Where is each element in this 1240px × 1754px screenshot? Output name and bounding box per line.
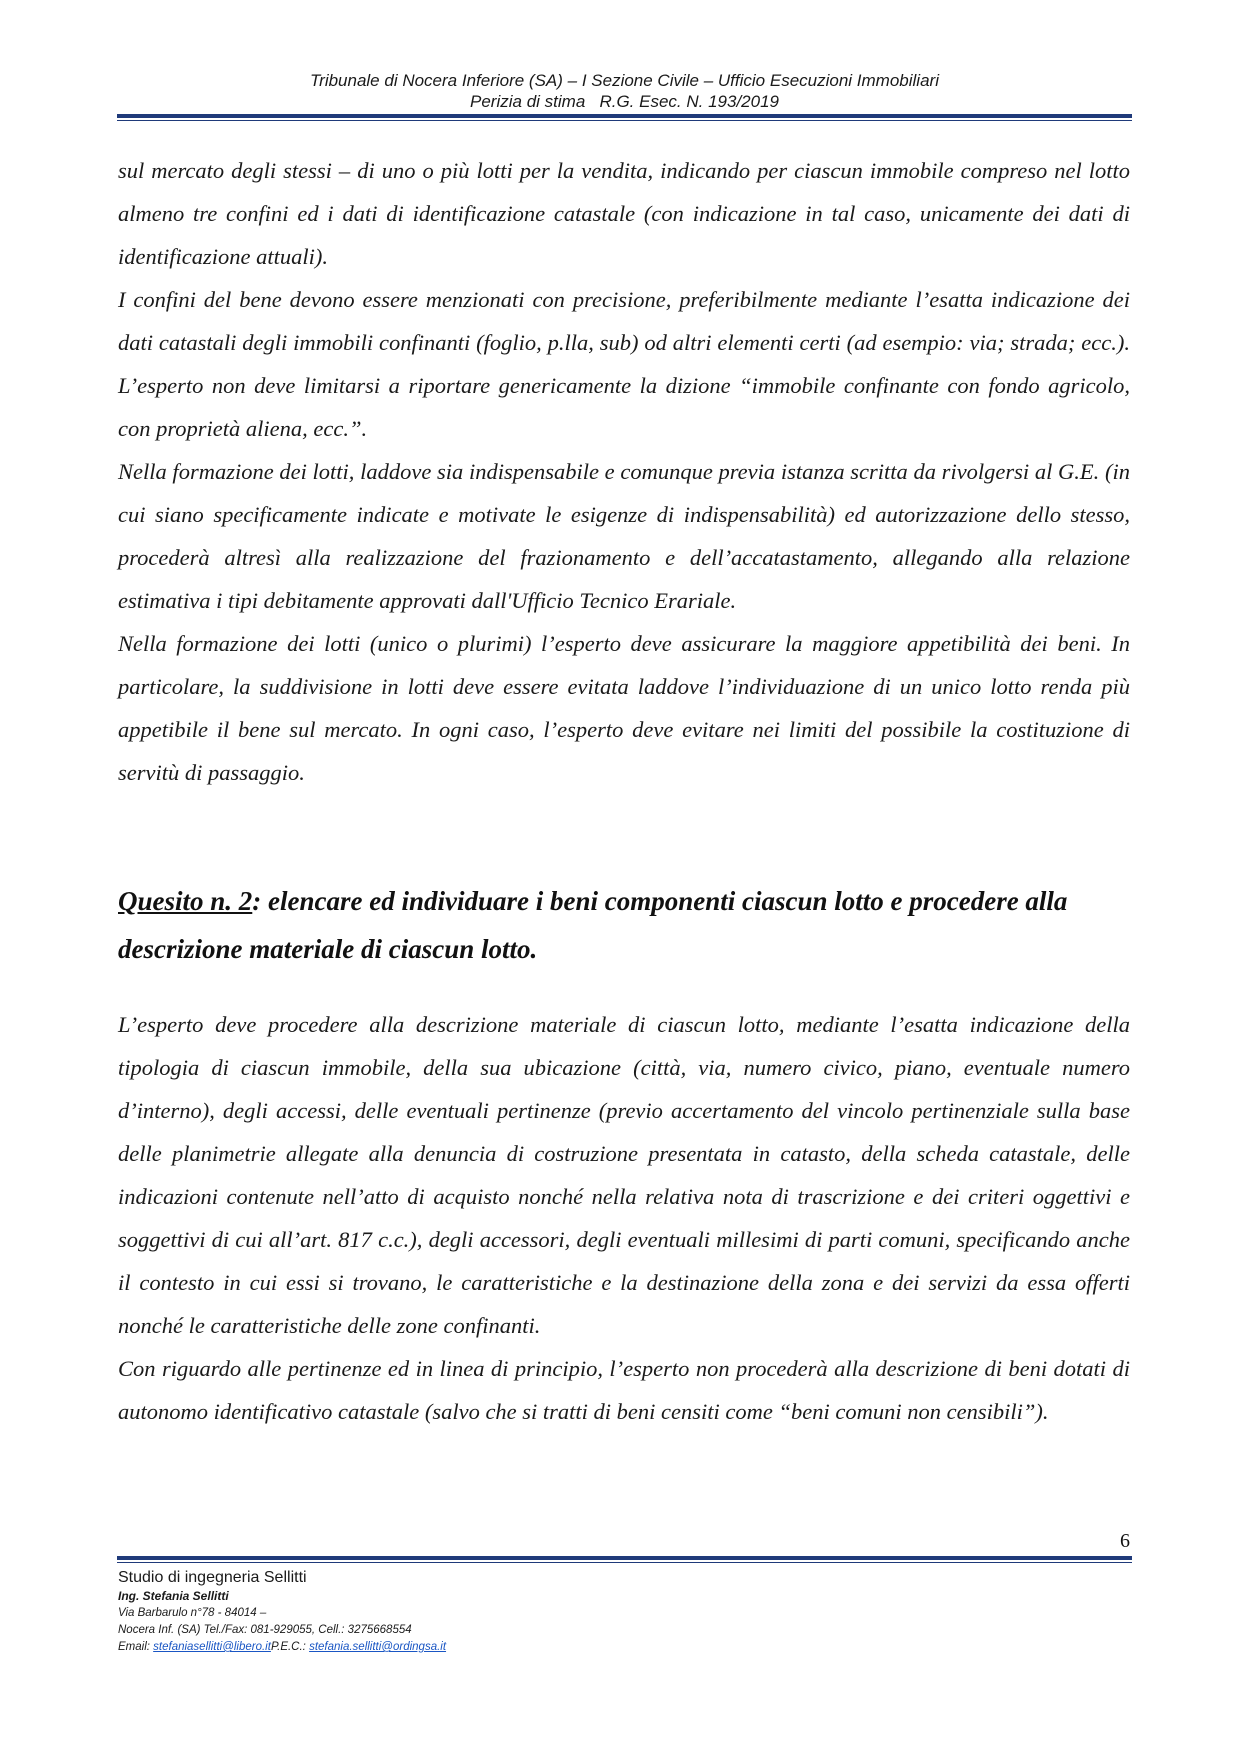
page-number: 6 bbox=[1120, 1530, 1130, 1552]
pec-link[interactable]: stefania.sellitti@ordingsa.it bbox=[309, 1641, 447, 1653]
footer-emails bbox=[118, 1639, 446, 1656]
footer-studio-name: Studio di ingegneria Sellitti bbox=[118, 1569, 307, 1586]
footer-rule bbox=[117, 1556, 1132, 1560]
header-rule bbox=[117, 114, 1132, 118]
body-text-bottom bbox=[118, 1003, 1130, 1433]
pec-label: P.E.C.: bbox=[270, 1641, 310, 1653]
paragraph: L’esperto deve procedere alla descrizione materiale di ciascun lotto, mediante l’esatta indicazione della tipologia di ciascun immobile, della sua ubicazione (città, via, numero civico, piano, eventuale numero d’interno), degli accessi, delle eventuali pertinenze (previo accertamento del vincolo pertinenziale sulla base delle planimetrie allegate alla denuncia di costruzione presentata in catasto, della scheda catastale, delle indicazioni contenute nell’atto di acquisto nonché nella relativa nota di trascrizione e dei criteri oggettivi e soggettivi di cui all’art. 817 c.c.), degli accessori, degli eventuali millesimi di parti comuni, specificando anche il contesto in cui essi si trovano, le caratteristiche e la destinazione della zona e dei servizi da essa offerti nonché le caratteristiche delle zone confinanti. bbox=[118, 1012, 1130, 1338]
email-label: Email: bbox=[118, 1641, 154, 1653]
paragraph: Con riguardo alle pertinenze ed in linea di principio, l’esperto non procederà alla descrizione di beni dotati di autonomo identificativo catastale (salvo che si tratti di beni censiti come “beni comuni non censibili”). bbox=[118, 1356, 1130, 1424]
email-link[interactable]: stefaniasellitti@libero.it bbox=[153, 1641, 271, 1653]
header-rule-thin bbox=[117, 120, 1132, 121]
section-title: : elencare ed individuare i beni componenti ciascun lotto e procedere alla descrizione materiale di ciascun lotto. bbox=[118, 886, 1068, 964]
header-court-line: Tribunale di Nocera Inferiore (SA) – I Sezione Civile – Ufficio Esecuzioni Immobiliari bbox=[310, 71, 939, 90]
page-header bbox=[117, 70, 1132, 112]
footer-address: Via Barbarulo n°78 - 84014 – bbox=[118, 1607, 267, 1619]
header-case-line: Perizia di stima R.G. Esec. N. 193/2019 bbox=[470, 92, 779, 111]
footer-rule-thin bbox=[117, 1562, 1132, 1563]
paragraph: sul mercato degli stessi – di uno o più lotti per la vendita, indicando per ciascun immobile compreso nel lotto almeno tre confini ed i dati di identificazione catastale (con indicazione in tal caso, unicamente dei dati di identificazione attuali). bbox=[118, 158, 1130, 269]
body-text-top bbox=[118, 149, 1130, 794]
page-footer bbox=[118, 1568, 446, 1656]
section-label: Quesito n. 2 bbox=[118, 886, 253, 916]
footer-engineer-name: Ing. Stefania Sellitti bbox=[118, 1589, 229, 1603]
section-heading bbox=[118, 877, 1130, 973]
footer-contacts: Nocera Inf. (SA) Tel./Fax: 081-929055, Cell.: 3275668554 bbox=[118, 1624, 412, 1636]
paragraph: Nella formazione dei lotti, laddove sia indispensabile e comunque previa istanza scritta da rivolgersi al G.E. (in cui siano specificamente indicate e motivate le esigenze di indispensabilità) ed autorizzazione dello stesso, procederà altresì alla realizzazione del frazionamento e dell’accatastamento, allegando alla relazione estimativa i tipi debitamente approvati dall'Ufficio Tecnico Erariale. bbox=[118, 459, 1130, 613]
paragraph: I confini del bene devono essere menzionati con precisione, preferibilmente mediante l’esatta indicazione dei dati catastali degli immobili confinanti (foglio, p.lla, sub) od altri elementi certi (ad esempio: via; strada; ecc.). L’esperto non deve limitarsi a riportare genericamente la dizione “immobile confinante con fondo agricolo, con proprietà aliena, ecc.”. bbox=[118, 287, 1130, 441]
paragraph: Nella formazione dei lotti (unico o plurimi) l’esperto deve assicurare la maggiore appetibilità dei beni. In particolare, la suddivisione in lotti deve essere evitata laddove l’individuazione di un unico lotto renda più appetibile il bene sul mercato. In ogni caso, l’esperto deve evitare nei limiti del possibile la costituzione di servitù di passaggio. bbox=[118, 631, 1130, 785]
